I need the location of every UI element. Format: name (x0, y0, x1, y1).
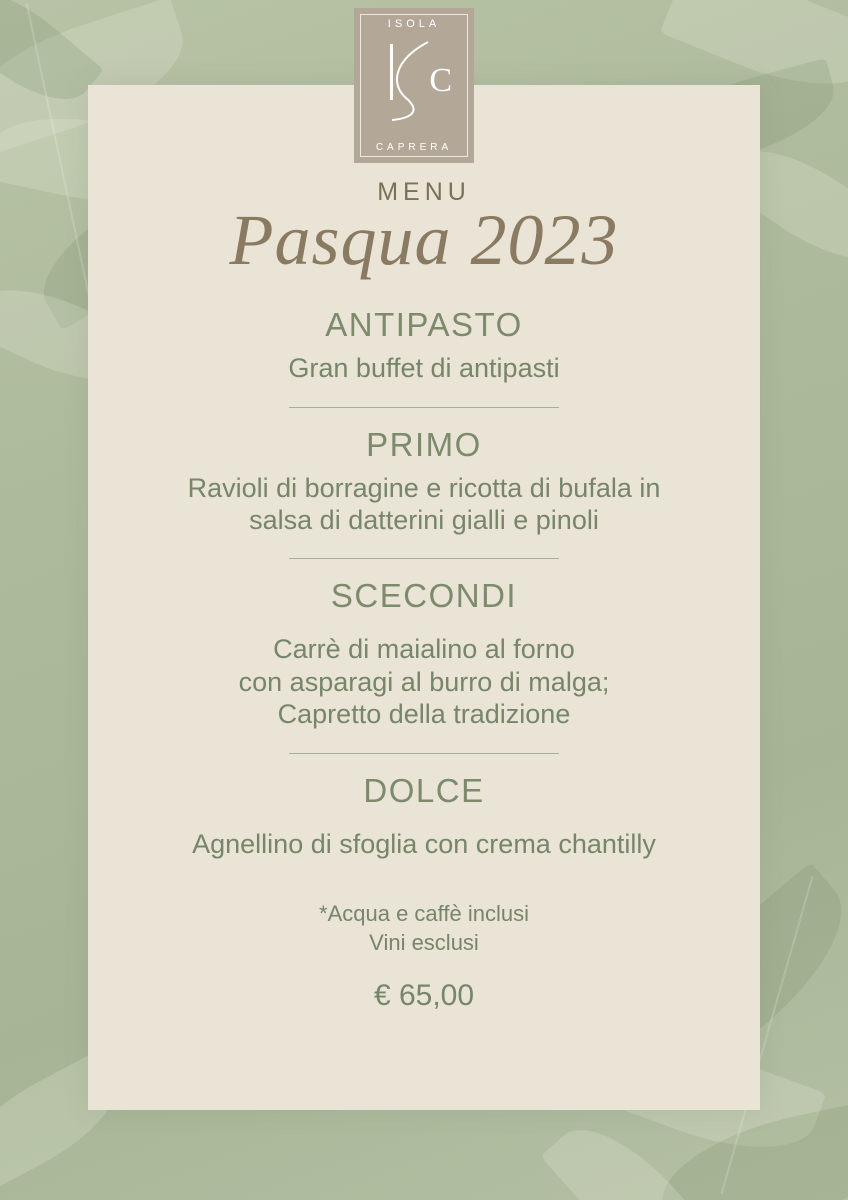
section-heading: PRIMO (366, 425, 482, 463)
section-body-line: Ravioli di borragine e ricotta di bufala in (187, 472, 661, 503)
page-title: Pasqua 2023 (229, 200, 619, 280)
section-heading: SCECONDI (330, 577, 518, 615)
leaf-decoration-icon (540, 1104, 725, 1200)
brand-logo (354, 8, 474, 163)
leaf-decoration-icon (650, 1095, 848, 1200)
notes-line: *Acqua e caffè inclusi (319, 900, 529, 926)
section-secondi (0, 577, 848, 730)
section-divider (289, 753, 559, 754)
section-antipasto (0, 306, 848, 384)
section-primo (0, 426, 848, 537)
logo-letter-c: C (429, 62, 452, 99)
logo-monogram-icon (354, 8, 474, 163)
menu-notes (0, 900, 848, 957)
section-body: Gran buffet di antipasti (288, 353, 560, 384)
logo-bottom-text: CAPRERA (375, 142, 453, 153)
logo-swirl-icon (384, 38, 440, 123)
section-heading: DOLCE (363, 771, 485, 809)
section-body-line: salsa di datterini gialli e pinoli (249, 504, 599, 535)
section-divider (289, 407, 559, 408)
logo-top-text: ISOLA (387, 18, 441, 30)
section-body-line: con asparagi al burro di malga; (238, 666, 610, 697)
section-body-line: Capretto della tradizione (277, 699, 571, 730)
section-body (0, 472, 848, 537)
section-dolce (0, 772, 848, 860)
section-body (0, 633, 848, 730)
section-heading: ANTIPASTO (325, 306, 523, 344)
section-body: Agnellino di sfoglia con crema chantilly (192, 828, 656, 859)
section-divider (289, 558, 559, 559)
section-body-line: Carrè di maialino al forno (273, 634, 575, 665)
menu-price: € 65,00 (373, 979, 475, 1013)
menu-kicker: MENU (377, 178, 471, 206)
notes-line: Vini esclusi (369, 929, 479, 955)
